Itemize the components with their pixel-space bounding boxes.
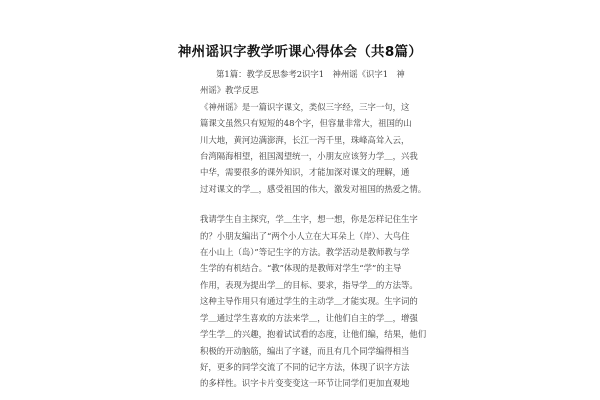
text-line: 学＿通过学生喜欢的方法来学＿，让他们自主的学＿，增强 [200, 312, 418, 323]
document-body [200, 66, 427, 392]
text-line: 篇课文虽然只有短短的48个字，但容量非常大，祖国的山 [200, 118, 412, 129]
text-line: 过对课文的学＿，感受祖国的伟大，激发对祖国的热爱之情。 [200, 183, 427, 194]
paragraph-gap [200, 197, 410, 211]
text-line: 中华，需要很多的课外知识，才能加深对课文的理解，通 [200, 167, 410, 178]
text-line: 的？小朋友编出了“两个小人立在大耳朵上（岸）、大鸟住 [200, 230, 410, 241]
text-line: 州谣》教学反思 [200, 85, 259, 96]
text-line: 积极的开动脑筋，编出了字谜，而且有几个同学编得相当 [200, 345, 410, 356]
text-line: 学生学＿的兴趣，抱着试试看的态度，让他们编，结果，他们 [200, 329, 427, 340]
text-line: 好，更多的同学交流了不同的记字方法，体现了识字方法 [200, 361, 410, 372]
text-line: 在小山上（岛）”等记生字的方法。教学活动是教师教与学 [200, 247, 410, 258]
text-line: 作用，表现为提出学＿的目标、要求，指导学＿的方法等。 [200, 279, 418, 290]
text-line: 我请学生自主探究，学＿生字，想一想，你是怎样记住生字 [200, 214, 418, 225]
text-line: 这种主导作用只有通过学生的主动学＿才能实现。生字词的 [200, 296, 418, 307]
text-line: 第1篇：教学反思参考2识字1 神州谣《识字1 神 [216, 69, 405, 79]
text-line: 生学的有机结合。“教”体现的是教师对学生“学”的主导 [200, 263, 402, 274]
text-line: 的多样性。识字卡片变变变这一环节让同学们更加直观地 [200, 378, 410, 389]
document-title: 神州谣识字教学听课心得体会（共8篇） [177, 44, 423, 60]
text-line: 台湾隔海相望，祖国渴望统一，小朋友应该努力学＿，兴我 [200, 151, 418, 162]
text-line: 《神州谣》是一篇识字课文，类似三字经，三字一句，这 [200, 101, 410, 112]
text-line: 川大地，黄河边满澎湃，长江一泻千里，珠峰高耸入云， [200, 134, 410, 145]
